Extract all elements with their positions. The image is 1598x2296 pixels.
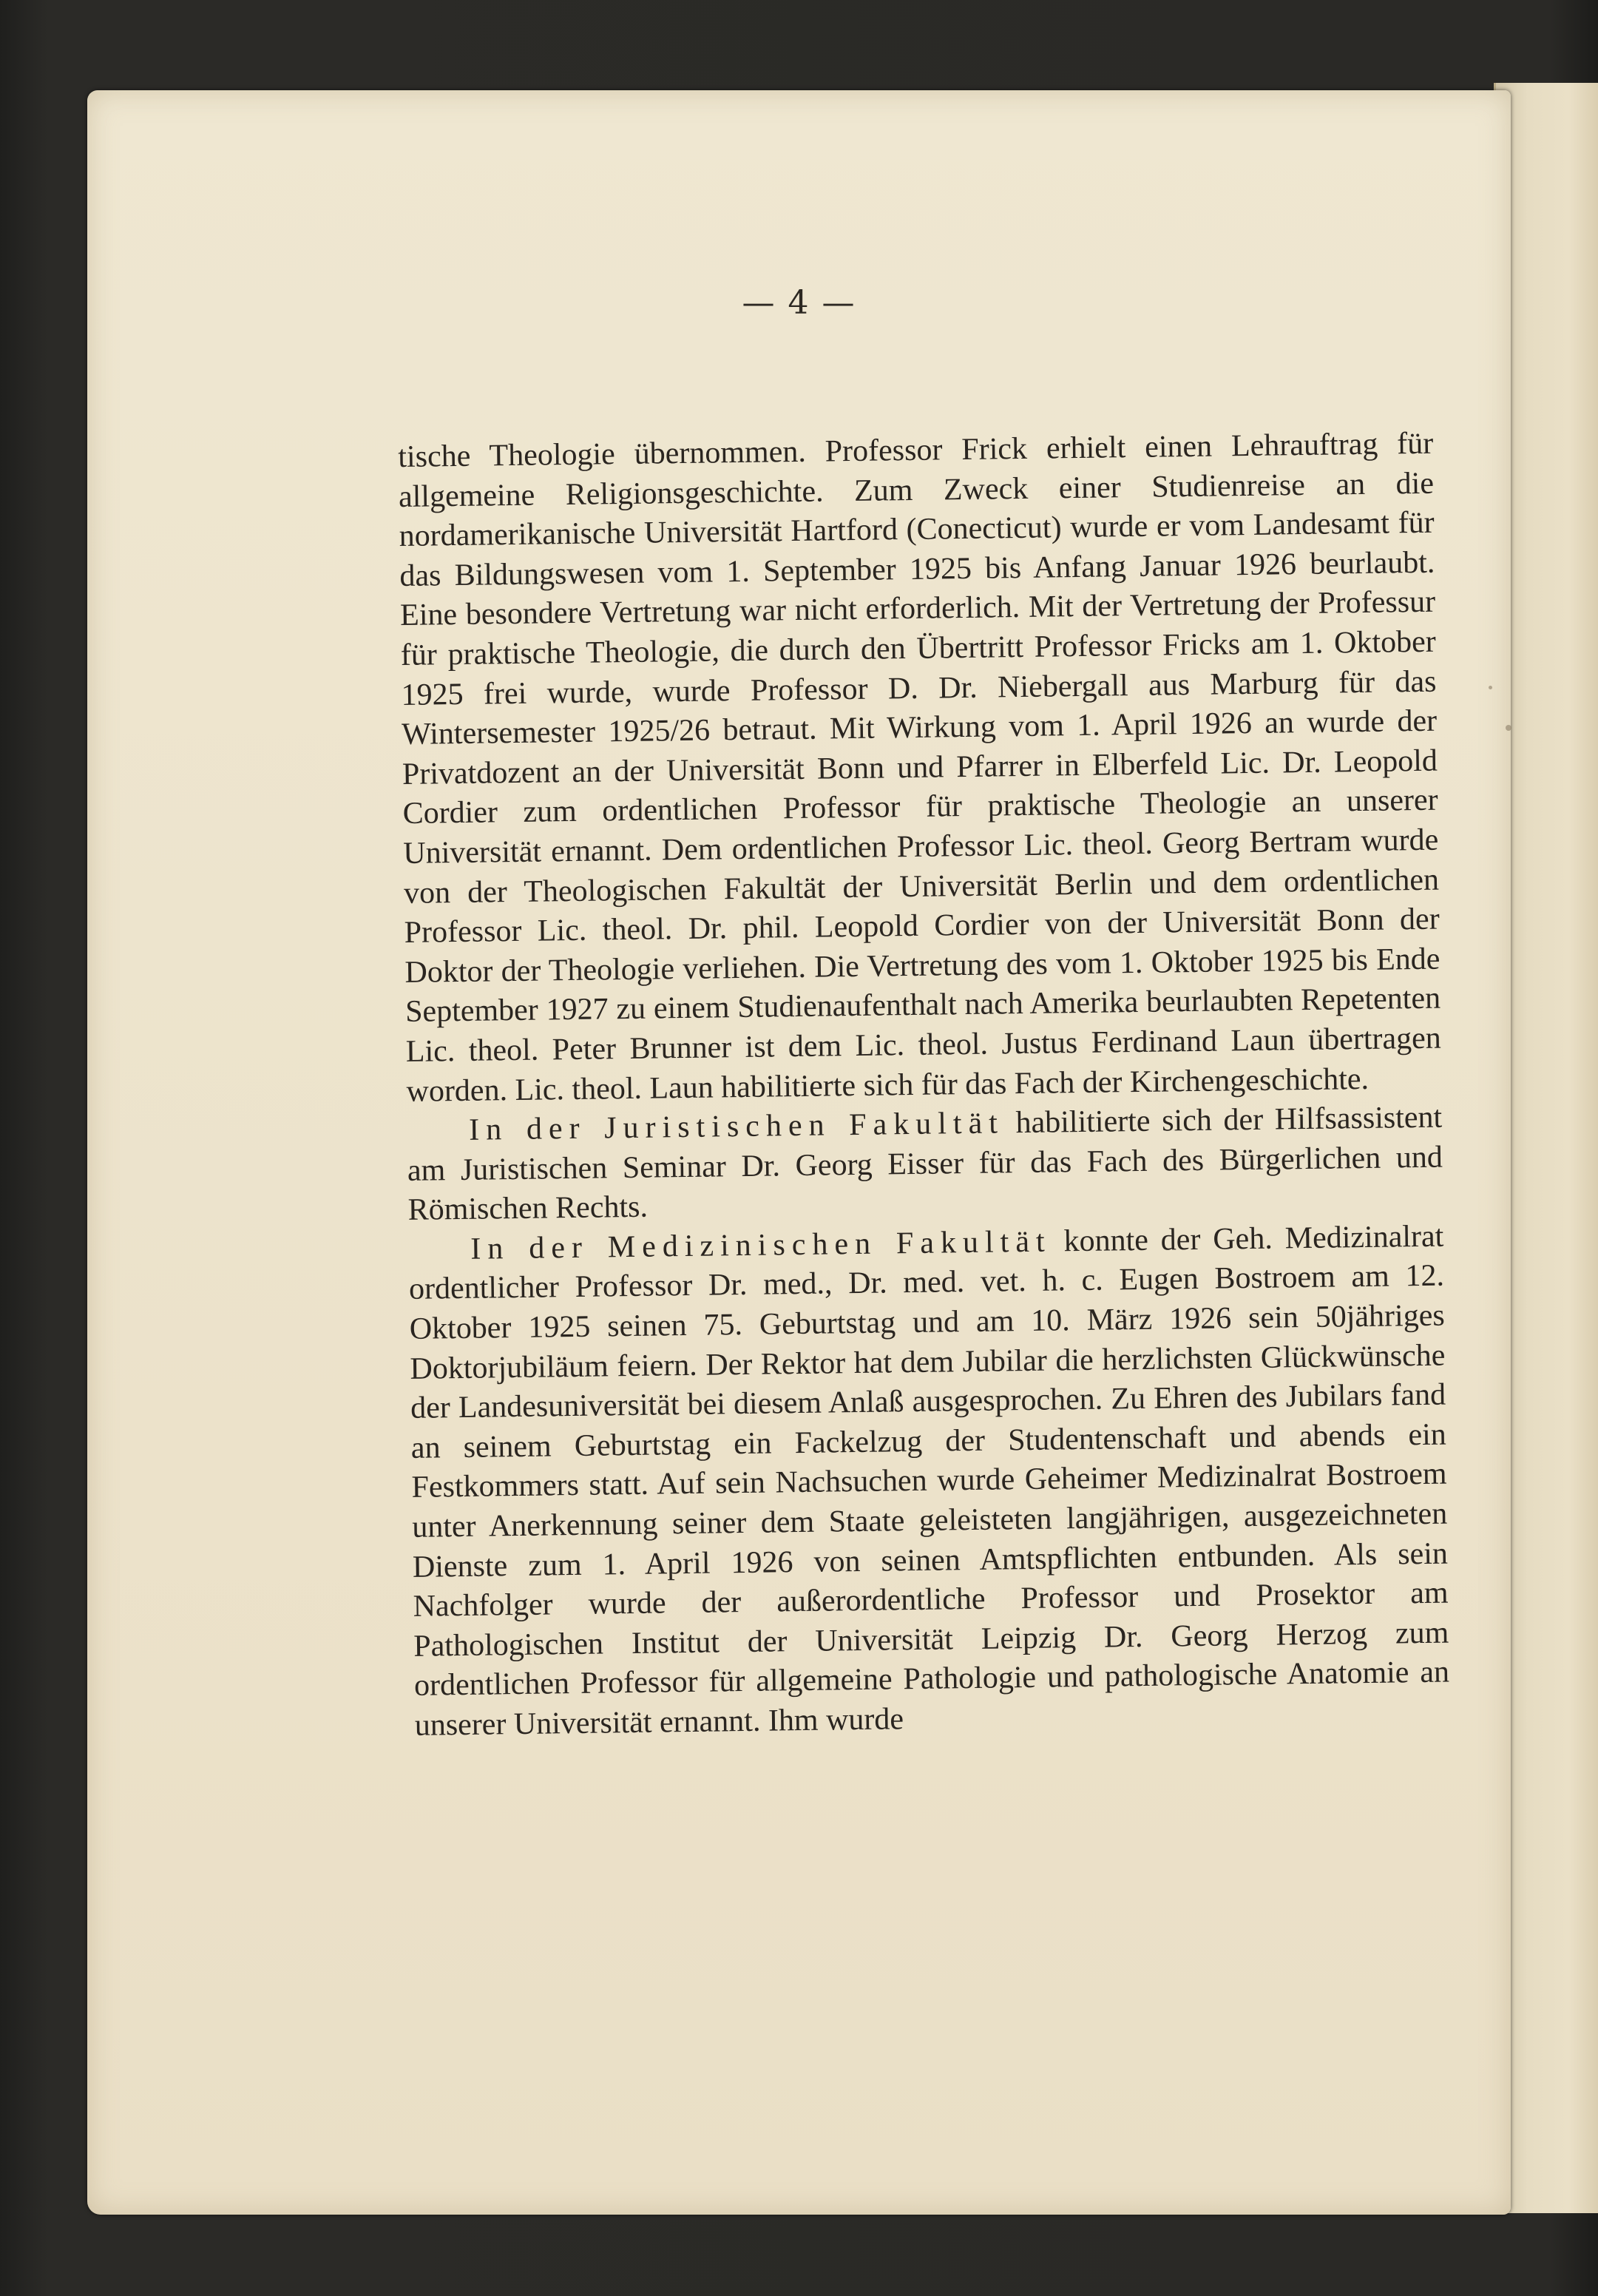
paragraph-text: habilitierte sich der Hilfsassistent am Juristischen Seminar Dr. Georg Eisser für das Fach des Bürgerlichen und Römischen Rechts. xyxy=(407,1100,1443,1228)
paragraph-law-faculty xyxy=(407,1098,1443,1231)
paper-speck xyxy=(1489,686,1492,689)
paper-speck xyxy=(1506,725,1511,731)
paragraph-theology xyxy=(398,425,1442,1112)
body-text xyxy=(398,425,1450,1746)
paragraph-medical-faculty xyxy=(408,1217,1450,1746)
section-heading-law: In der Juristischen Fakultät xyxy=(468,1106,1005,1147)
page-number: — 4 — xyxy=(742,284,856,322)
paragraph-text: konnte der Geh. Medizinalrat ordentlicher Professor Dr. med., Dr. med. vet. h. c. Eugen Bostroem am 12. Oktober 1925 seinen 75. Geburtstag und am 10. März 1926 sein 50jähriges Doktorjubiläum feiern. Der Rektor hat dem Jubilar die herzlichsten Glückwünsche der Landesuniversität bei diesem Anlaß ausgesprochen. Zu Ehren des Jubilars fand an seinem Geburtstag ein Fackelzug der Studentenschaft und abends ein Festkommers statt. Auf sein Nachsuchen wurde Geheimer Medizinalrat Bostroem unter Anerkennung seiner dem Staate geleisteten langjährigen, ausgezeichneten Dienste zum 1. April 1926 von seinen Amtspflichten entbunden. Als sein Nachfolger wurde der außerordentliche Professor und Prosektor am Pathologischen Institut der Universität Leipzig Dr. Georg Herzog zum ordentlichen Professor für allgemeine Pathologie und pathologische Anatomie an unserer Universität ernannt. Ihm wurde xyxy=(408,1219,1450,1743)
paragraph-text: tische Theologie übernommen. Professor Frick erhielt einen Lehrauftrag für allgemeine Religionsgeschichte. Zum Zweck einer Studienreise an die nordamerikanische Universität Hartford (Conecticut) wurde er vom Landesamt für das Bildungswesen vom 1. September 1925 bis Anfang Januar 1926 beurlaubt. Eine besondere Vertretung war nicht erforderlich. Mit der Vertretung der Professur für praktische Theologie, die durch den Übertritt Professor Fricks am 1. Oktober 1925 frei wurde, wurde Professor D. Dr. Niebergall aus Marburg für das Wintersemester 1925/26 betraut. Mit Wirkung vom 1. April 1926 an wurde der Privatdozent an der Universität Bonn und Pfarrer in Elberfeld Lic. Dr. Leopold Cordier zum ordentlichen Professor für praktische Theologie an unserer Universität ernannt. Dem ordentlichen Professor Lic. theol. Georg Bertram wurde von der Theologischen Fakultät der Universität Berlin und dem ordentlichen Professor Lic. theol. Dr. phil. Leopold Cordier von der Universität Bonn der Doktor der Theologie verliehen. Die Vertretung des vom 1. Oktober 1925 bis Ende September 1927 zu einem Studienaufenthalt nach Amerika beurlaubten Repetenten Lic. theol. Peter Brunner ist dem Lic. theol. Justus Ferdinand Laun übertragen worden. Lic. theol. Laun habilitierte sich für das Fach der Kirchengeschichte. xyxy=(398,426,1442,1109)
section-heading-medicine: In der Medizinischen Fakultät xyxy=(470,1224,1052,1266)
document-page xyxy=(87,90,1511,2215)
